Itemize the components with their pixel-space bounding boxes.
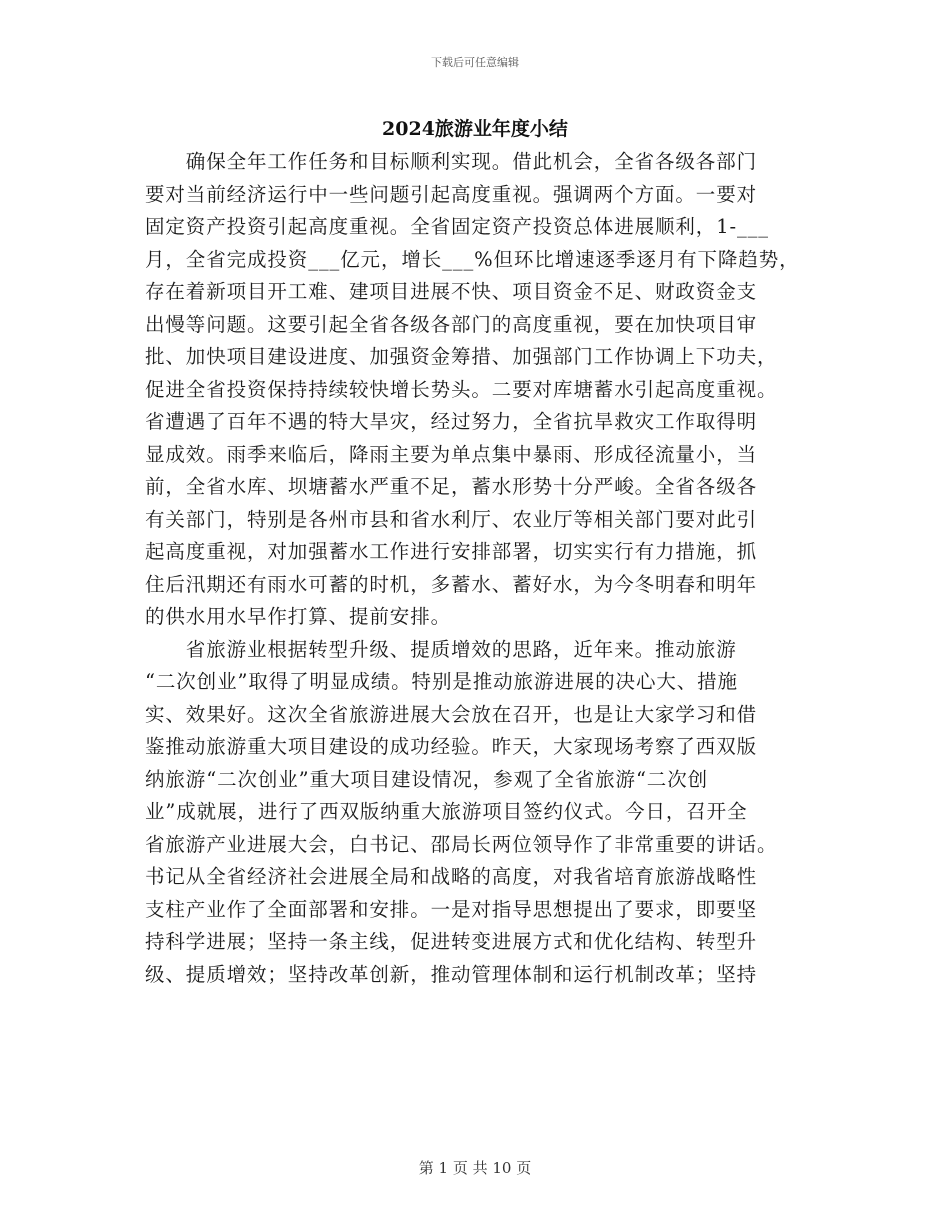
body-line: 促进全省投资保持持续较快增长势头。二要对库塘蓄水引起高度重视。 — [145, 377, 778, 401]
body-line: 纳旅游“二次创业”重大项目建设情况，参观了全省旅游“二次创 — [145, 767, 709, 791]
body-line: 要对当前经济运行中一些问题引起高度重视。强调两个方面。一要对 — [145, 182, 758, 206]
body-line: 级、提质增效；坚持改革创新，推动管理体制和运行机制改革；坚持 — [145, 962, 758, 986]
body-line: 住后汛期还有雨水可蓄的时机，多蓄水、蓄好水，为今冬明春和明年 — [145, 572, 758, 596]
page-number: 第 1 页 共 10 页 — [418, 1159, 532, 1177]
body-line: 出慢等问题。这要引起全省各级各部门的高度重视，要在加快项目审 — [145, 312, 758, 336]
page-header-note: 下载后可任意编辑 — [431, 56, 519, 69]
body-line: 存在着新项目开工难、建项目进展不快、项目资金不足、财政资金支 — [145, 280, 758, 303]
document-body — [145, 146, 817, 991]
body-line: 持科学进展；坚持一条主线，促进转变进展方式和优化结构、转型升 — [145, 930, 758, 953]
body-line: 省遭遇了百年不遇的特大旱灾，经过努力，全省抗旱救灾工作取得明 — [145, 410, 758, 433]
body-line: 显成效。雨季来临后，降雨主要为单点集中暴雨、形成径流量小，当 — [145, 442, 758, 466]
body-line: 鉴推动旅游重大项目建设的成功经验。昨天，大家现场考察了西双版 — [145, 735, 758, 758]
body-line: 省旅游产业进展大会，白书记、邵局长两位领导作了非常重要的讲话。 — [145, 832, 778, 856]
body-line: 批、加快项目建设进度、加强资金筹措、加强部门工作协调上下功夫， — [145, 345, 778, 368]
body-line: 固定资产投资引起高度重视。全省固定资产投资总体进展顺利，1-___ — [145, 215, 769, 238]
body-line: “二次创业”取得了明显成绩。特别是推动旅游进展的决心大、措施 — [145, 670, 738, 693]
body-line: 前，全省水库、坝塘蓄水严重不足，蓄水形势十分严峻。全省各级各 — [145, 475, 758, 498]
body-line: 业”成就展，进行了西双版纳重大旅游项目签约仪式。今日，召开全 — [145, 800, 748, 823]
body-line: 省旅游业根据转型升级、提质增效的思路，近年来。推动旅游 — [145, 637, 737, 661]
document-title: 2024旅游业年度小结 — [382, 118, 568, 140]
body-line: 起高度重视，对加强蓄水工作进行安排部署，切实实行有力措施，抓 — [145, 540, 758, 563]
body-line: 书记从全省经济社会进展全局和战略的高度，对我省培育旅游战略性 — [145, 865, 758, 888]
body-line: 确保全年工作任务和目标顺利实现。借此机会，全省各级各部门 — [145, 150, 758, 173]
body-line: 实、效果好。这次全省旅游进展大会放在召开，也是让大家学习和借 — [145, 702, 758, 726]
body-line: 月，全省完成投资___亿元，增长___%但环比增速逐季逐月有下降趋势， — [145, 247, 800, 271]
body-line: 有关部门，特别是各州市县和省水利厅、农业厅等相关部门要对此引 — [145, 507, 758, 531]
body-line: 支柱产业作了全面部署和安排。一是对指导思想提出了要求，即要坚 — [145, 897, 758, 921]
body-line: 的供水用水早作打算、提前安排。 — [145, 605, 452, 628]
